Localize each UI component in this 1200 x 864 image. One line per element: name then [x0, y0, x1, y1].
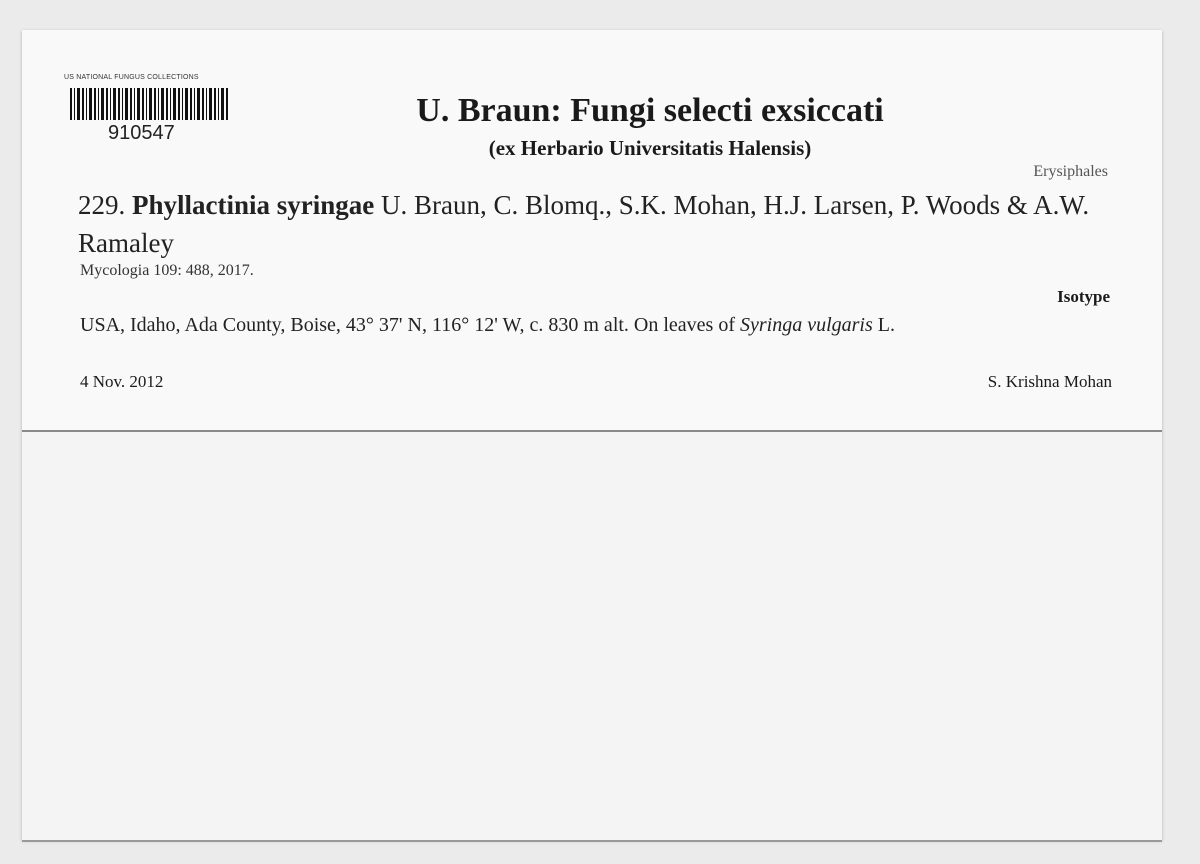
host-epithet: vulgaris	[807, 314, 873, 336]
type-status: Isotype	[1057, 287, 1110, 306]
host-genus: Syringa	[740, 314, 803, 336]
species-entry	[78, 186, 1108, 262]
citation: Mycologia 109: 488, 2017.	[80, 262, 254, 279]
host-author: L.	[877, 314, 895, 336]
locality-text: USA, Idaho, Ada County, Boise, 43° 37' N, 116° 12' W, c. 830 m alt. On leaves of	[80, 314, 735, 336]
series-title: U. Braun: Fungi selecti exsiccati	[416, 92, 884, 129]
order-name: Erysiphales	[1033, 163, 1108, 180]
locality	[80, 310, 1112, 340]
exsiccata-number: 229.	[78, 190, 126, 220]
species-authors: U. Braun, C. Blomq., S.K. Mohan, H.J. Larsen, P. Woods & A.W. Ramaley	[78, 190, 1090, 258]
series-subtitle: (ex Herbario Universitatis Halensis)	[488, 136, 812, 160]
collector: S. Krishna Mohan	[987, 372, 1112, 391]
envelope-lower-panel	[22, 432, 1162, 842]
barcode-number: 910547	[108, 122, 175, 144]
collection-date: 4 Nov. 2012	[80, 372, 164, 391]
species-name: Phyllactinia syringae	[132, 190, 375, 220]
barcode-title: US NATIONAL FUNGUS COLLECTIONS	[64, 74, 199, 81]
